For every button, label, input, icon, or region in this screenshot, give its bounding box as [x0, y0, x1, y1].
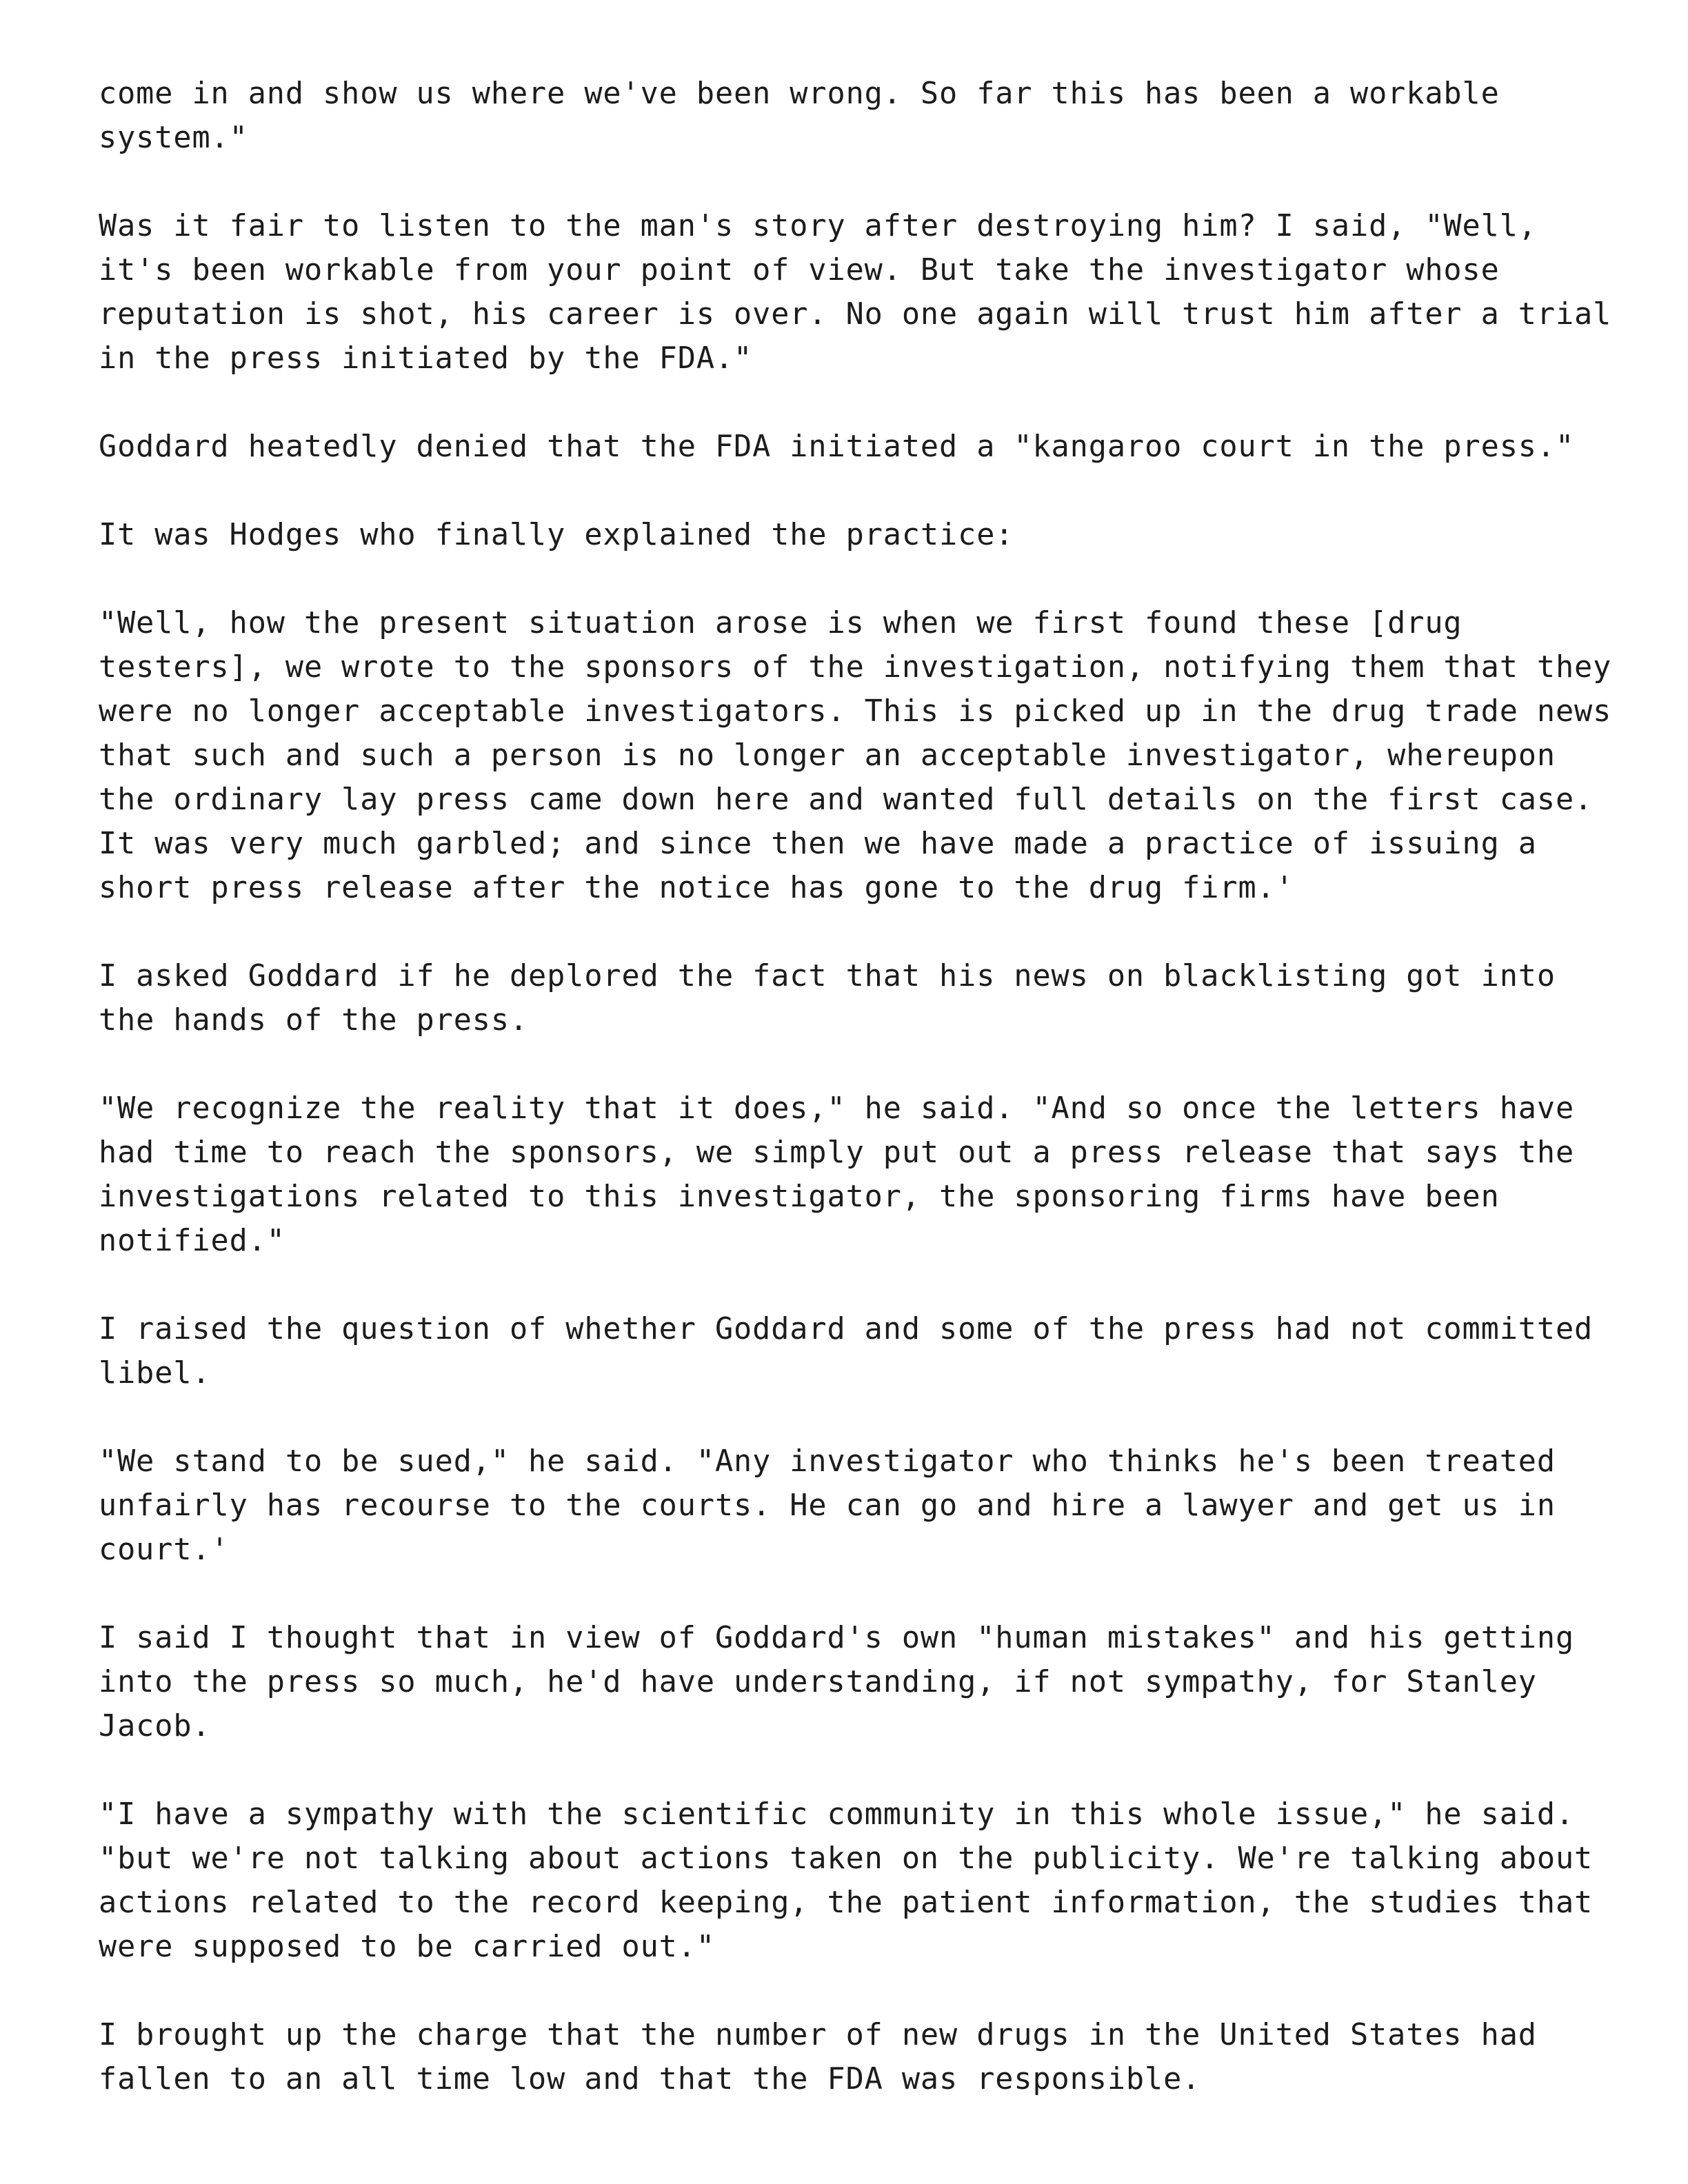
body-text	[99, 72, 1612, 2145]
paragraph: Goddard heatedly denied that the FDA initiated a "kangaroo court in the press."	[99, 429, 1575, 464]
paragraph: It was Hodges who finally explained the practice:	[99, 518, 1014, 552]
paragraph: I asked Goddard if he deplored the fact that his news on blacklisting got into the hands of the press.	[99, 959, 1556, 1038]
paragraph: "Well, how the present situation arose is when we first found these [drug testers], we wrote to the sponsors of the investigation, notifying them that they were no longer acceptable investigators. This is picked up in the drug trade news that such and such a person is no longer an acceptable investigator, whereupon the ordinary lay press came down here and wanted full details on the first case. It was very much garbled; and since then we have made a practice of issuing a short press release after the notice has gone to the drug firm.'	[99, 606, 1612, 905]
paragraph: Was it fair to listen to the man's story after destroying him? I said, "Well, it's been workable from your point of view. But take the investigator whose reputation is shot, his career is over. No one again will trust him after a trial in the press initiated by the FDA."	[99, 209, 1612, 376]
paragraph: "We stand to be sued," he said. "Any investigator who thinks he's been treated unfairly has recourse to the courts. He can go and hire a lawyer and get us in court.'	[99, 1444, 1556, 1567]
paragraph: come in and show us where we've been wrong. So far this has been a workable system."	[99, 77, 1500, 155]
paragraph: "I have a sympathy with the scientific community in this whole issue," he said. "but we're not talking about actions taken on the publicity. We're talking about actions related to the record keeping, the patient information, the studies that were supposed to be carried out."	[99, 1797, 1594, 1964]
paragraph: I said I thought that in view of Goddard's own "human mistakes" and his getting into the press so much, he'd have understanding, if not sympathy, for Stanley Jacob.	[99, 1621, 1575, 1743]
paragraph: I raised the question of whether Goddard and some of the press had not committed libel.	[99, 1312, 1594, 1391]
paragraph: I brought up the charge that the number of new drugs in the United States had fallen to an all time low and that the FDA was responsible.	[99, 2018, 1537, 2096]
paragraph: "We recognize the reality that it does," he said. "And so once the letters have had time to reach the sponsors, we simply put out a press release that says the investigations related to this investigator, the sponsoring firms have been notified."	[99, 1091, 1575, 1258]
